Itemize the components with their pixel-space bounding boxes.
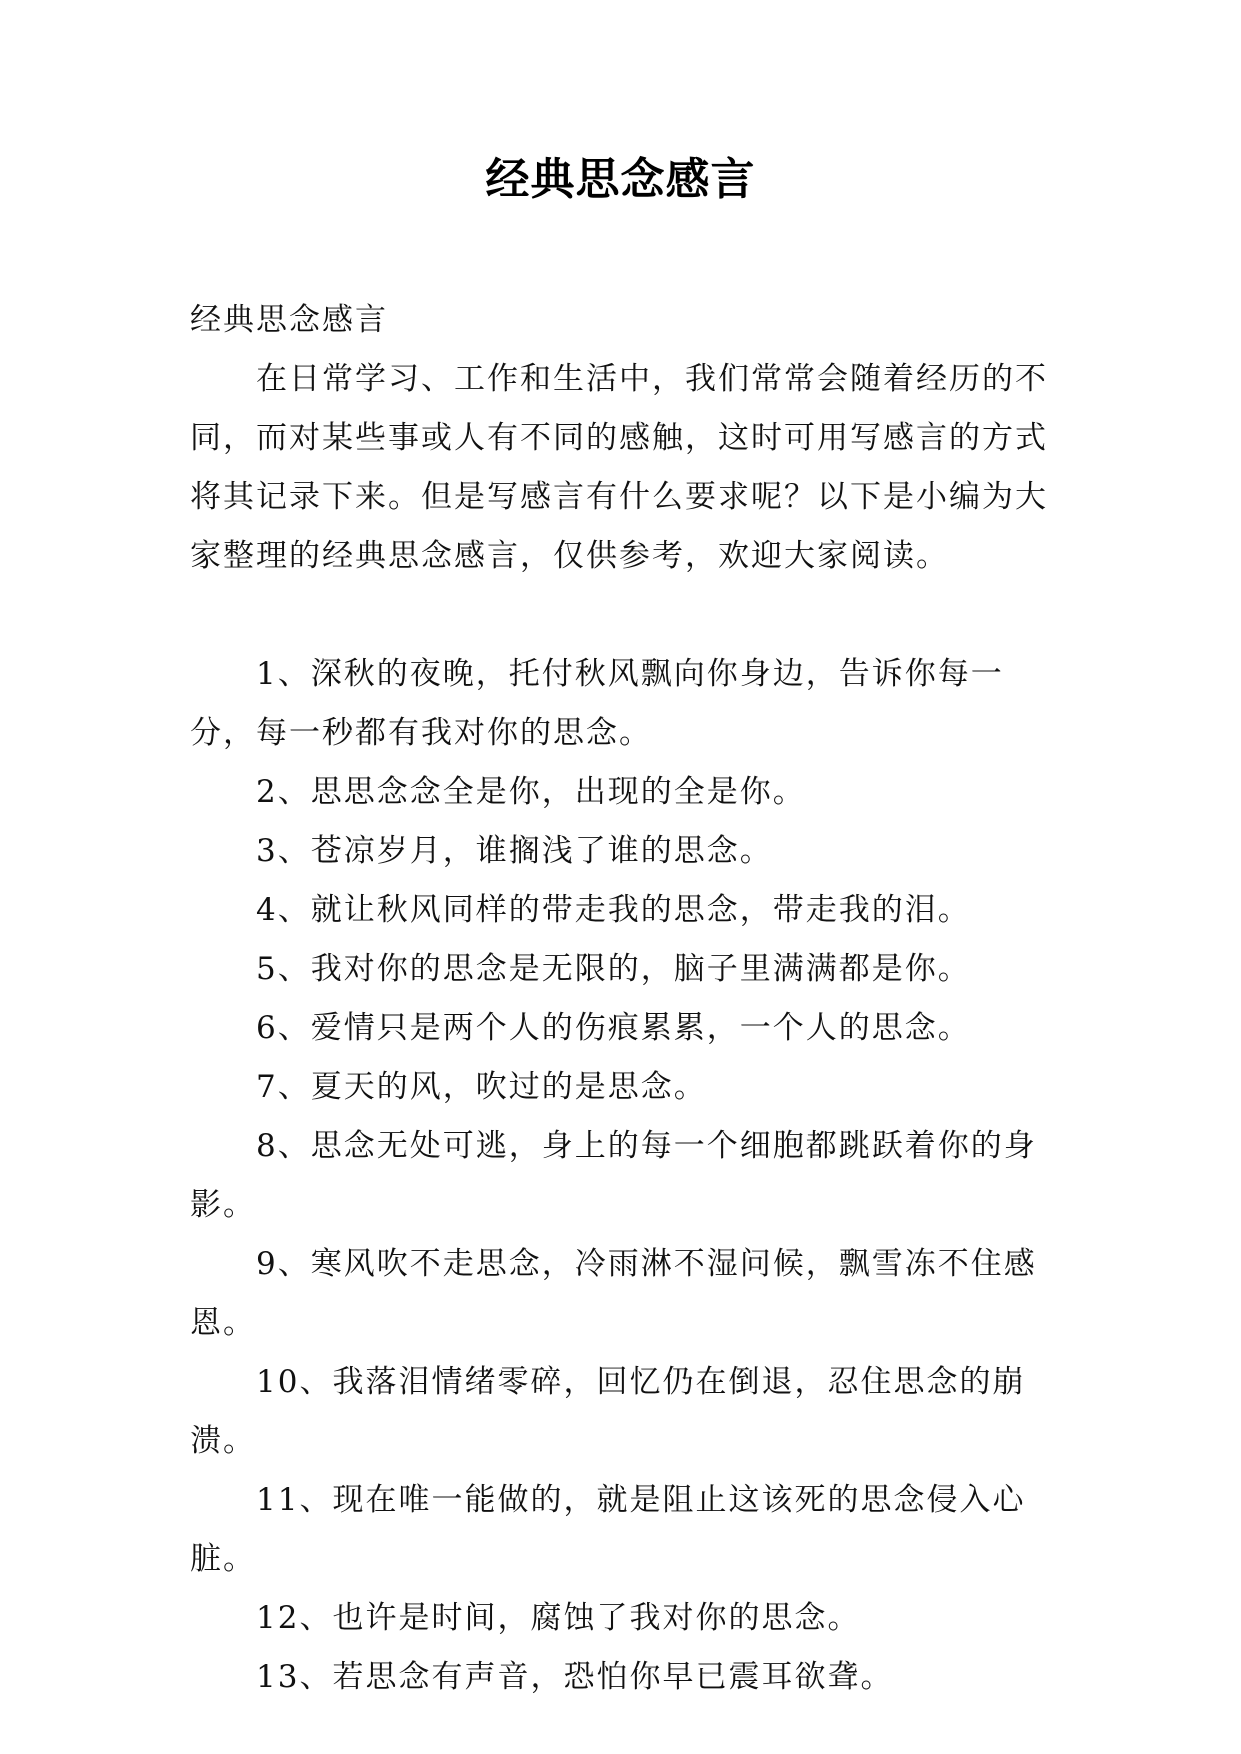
quote-item-9: 9、寒风吹不走思念，冷雨淋不湿问候，飘雪冻不住感恩。 <box>190 1246 1037 1341</box>
quote-item-7: 7、夏天的风，吹过的是思念。 <box>256 1069 707 1105</box>
quote-item-6: 6、爱情只是两个人的伤痕累累，一个人的思念。 <box>256 1010 971 1046</box>
paragraph-gap <box>190 586 1060 645</box>
quote-item-1: 1、深秋的夜晚，托付秋风飘向你身边，告诉你每一分，每一秒都有我对你的思念。 <box>190 656 1004 751</box>
quote-item-13: 13、若思念有声音，恐怕你早已震耳欲聋。 <box>256 1659 894 1695</box>
section-heading: 经典思念感言 <box>190 302 388 338</box>
quote-item-3: 3、苍凉岁月，谁搁浅了谁的思念。 <box>256 833 773 869</box>
quote-item-4: 4、就让秋风同样的带走我的思念，带走我的泪。 <box>256 892 971 928</box>
quote-item-8: 8、思念无处可逃，身上的每一个细胞都跳跃着你的身影。 <box>190 1128 1037 1223</box>
quote-item-11: 11、现在唯一能做的，就是阻止这该死的思念侵入心脏。 <box>190 1482 1026 1577</box>
intro-paragraph: 在日常学习、工作和生活中，我们常常会随着经历的不同，而对某些事或人有不同的感触，这时可用写感言的方式将其记录下来。但是写感言有什么要求呢？以下是小编为大家整理的经典思念感言，仅供参考，欢迎大家阅读。 <box>190 361 1048 574</box>
quote-item-5: 5、我对你的思念是无限的，脑子里满满都是你。 <box>256 951 971 987</box>
quote-item-2: 2、思思念念全是你，出现的全是你。 <box>256 774 806 810</box>
document-title: 经典思念感言 <box>485 154 756 205</box>
document-body <box>190 291 1060 1707</box>
quote-item-12: 12、也许是时间，腐蚀了我对你的思念。 <box>256 1600 861 1636</box>
quote-item-10: 10、我落泪情绪零碎，回忆仍在倒退，忍住思念的崩溃。 <box>190 1364 1026 1459</box>
